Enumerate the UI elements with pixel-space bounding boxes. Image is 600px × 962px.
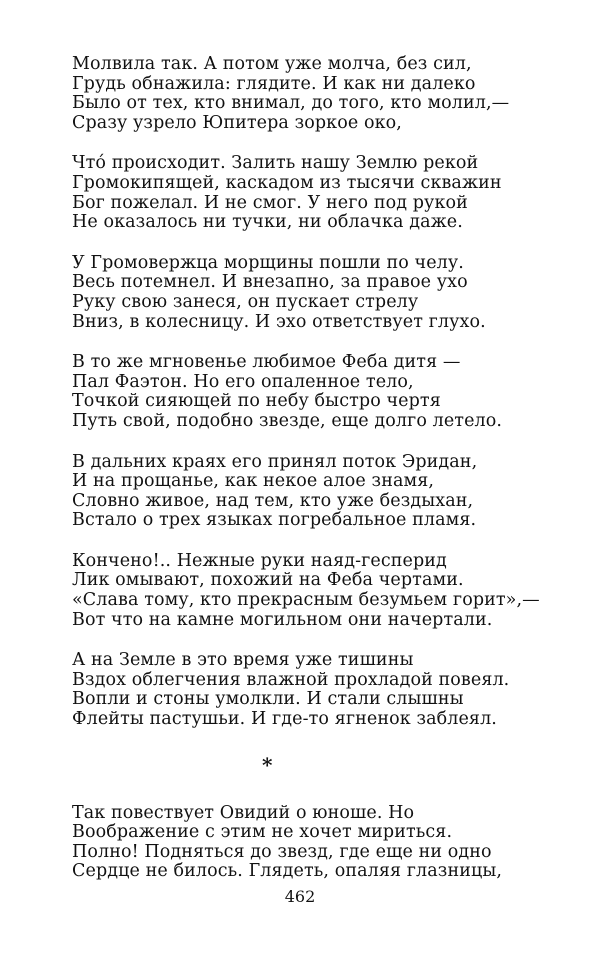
poem-line: Бог пожелал. И не смог. У него под рукой: [72, 192, 468, 213]
poem-line: Вниз, в колесницу. И эхо ответствует глухо.: [72, 311, 486, 332]
poem-line: Вздох облегчения влажной прохладой повеял.: [72, 669, 510, 690]
stanza: [72, 552, 572, 630]
poem-line: Грудь обнажила: глядите. И как ни далеко: [72, 73, 476, 94]
section-divider: [72, 751, 572, 787]
poem-line: У Громовержца морщины пошли по челу.: [72, 252, 464, 273]
poem-line: Кончено!.. Нежные руки наяд-гесперид: [72, 550, 447, 571]
poem-line: Точкой сияющей по небу быстро чертя: [72, 391, 441, 412]
poem-line: Сразу узрело Юпитера зоркое око,: [72, 112, 402, 133]
poem-line: Молвила так. А потом уже молча, без сил,: [72, 54, 472, 74]
poem-line: Вот что на камне могильном они начертали.: [72, 609, 493, 630]
poem-line: А на Земле в это время уже тишины: [72, 650, 414, 671]
stanza: [72, 55, 572, 133]
poem-line: Воображение с этим не хочет мириться.: [72, 822, 453, 843]
poem-line: В дальних краях его принял поток Эридан,: [72, 451, 478, 472]
poem-line: И на прощанье, как некое алое знамя,: [72, 471, 435, 492]
poem-part-1: [72, 55, 572, 730]
poem-line: В то же мгновенье любимое Феба дитя —: [72, 352, 461, 373]
poem-text: [72, 55, 572, 903]
stanza: [72, 804, 572, 882]
poem-part-2: [72, 804, 572, 882]
asterisk-divider: *: [262, 752, 273, 777]
stanza: [72, 651, 572, 729]
stanza: [72, 453, 572, 531]
poem-line: Пал Фаэтон. Но его опаленное тело,: [72, 371, 414, 392]
poem-line: Было от тех, кто внимал, до того, кто молил,—: [72, 93, 510, 114]
poem-line: Так повествует Овидий о юноше. Но: [72, 802, 415, 823]
poem-line: Лик омывают, похожий на Феба чертами.: [72, 570, 464, 591]
poem-line: Полно! Подняться до звезд, где еще ни одно: [72, 841, 492, 862]
page-number: 462: [284, 887, 316, 906]
poem-line: Весь потемнел. И внезапно, за правое ухо: [72, 272, 468, 293]
poem-line: Что́ происходит. Залить нашу Землю рекой: [72, 153, 479, 174]
stanza: [72, 353, 572, 431]
poem-line: Встало о трех языках погребальное пламя.: [72, 510, 477, 531]
poem-line: Словно живое, над тем, кто уже бездыхан,: [72, 490, 474, 511]
poem-line: Флейты пастушьи. И где-то ягненок заблеял.: [72, 709, 497, 730]
stanza: [72, 154, 572, 232]
poem-line: Путь свой, подобно звезде, еще долго летело.: [72, 410, 503, 431]
poem-line: Не оказалось ни тучки, ни облачка даже.: [72, 212, 463, 233]
stanza: [72, 254, 572, 332]
poem-line: Вопли и стоны умолкли. И стали слышны: [72, 689, 464, 710]
poem-line: Сердце не билось. Глядеть, опаляя глазницы,: [72, 861, 503, 882]
poem-line: Руку свою занеся, он пускает стрелу: [72, 291, 419, 312]
poem-line: «Слава тому, кто прекрасным безумьем горит»,—: [72, 590, 540, 611]
poem-line: Громокипящей, каскадом из тысячи скважин: [72, 172, 502, 193]
